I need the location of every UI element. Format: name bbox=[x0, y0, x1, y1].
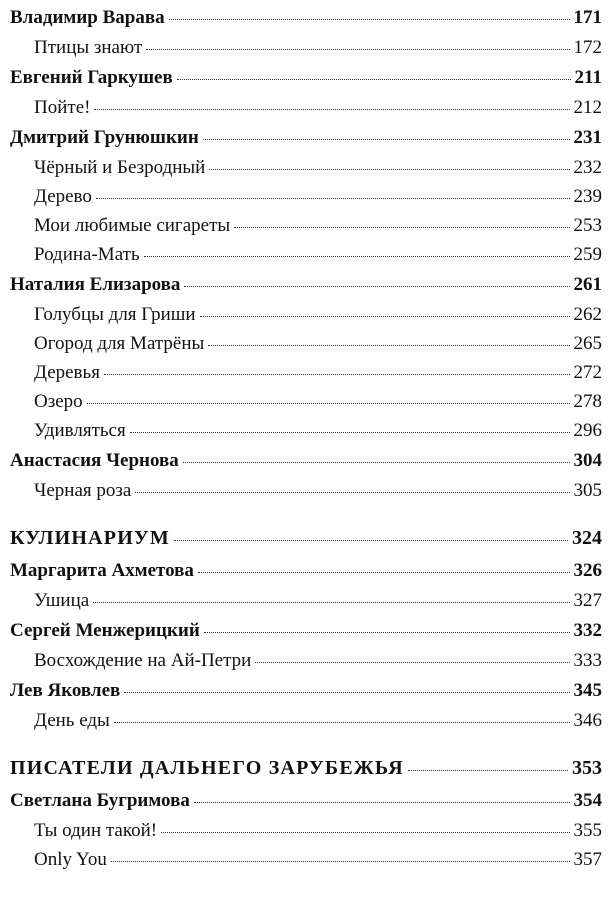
toc-page-number: 211 bbox=[574, 67, 602, 88]
dot-leader bbox=[146, 49, 569, 50]
toc-work-title: Восхождение на Ай-Петри bbox=[34, 650, 252, 671]
toc-author-entry bbox=[10, 274, 602, 296]
toc-work-title: Only You bbox=[34, 849, 107, 870]
dot-leader bbox=[169, 19, 570, 20]
toc-work-title: Удивляться bbox=[34, 420, 126, 441]
toc-author-entry bbox=[10, 450, 602, 472]
toc-author-title: Лев Яковлев bbox=[10, 680, 121, 701]
toc-author-title: Сергей Менжерицкий bbox=[10, 620, 200, 641]
toc-work-title: Черная роза bbox=[34, 480, 132, 501]
dot-leader bbox=[194, 802, 570, 803]
toc-page-number: 355 bbox=[573, 820, 602, 841]
toc-page-number: 354 bbox=[573, 790, 602, 811]
toc-work-title: Озеро bbox=[34, 391, 83, 412]
dot-leader bbox=[104, 374, 570, 375]
toc-author-entry bbox=[10, 127, 602, 149]
dot-leader bbox=[208, 345, 569, 346]
toc-work-entry bbox=[10, 362, 602, 384]
toc-page-number: 172 bbox=[573, 37, 602, 58]
toc-author-title: Владимир Варава bbox=[10, 7, 165, 28]
toc-section-entry bbox=[10, 526, 602, 550]
toc-work-entry bbox=[10, 820, 602, 842]
toc-work-title: Деревья bbox=[34, 362, 100, 383]
toc-page-number: 304 bbox=[573, 450, 602, 471]
toc-work-title: Ушица bbox=[34, 590, 90, 611]
toc-author-title: Анастасия Чернова bbox=[10, 450, 179, 471]
dot-leader bbox=[135, 492, 569, 493]
toc-work-title: Дерево bbox=[34, 186, 92, 207]
toc-work-entry bbox=[10, 391, 602, 413]
dot-leader bbox=[204, 632, 570, 633]
toc-author-title: Дмитрий Грунюшкин bbox=[10, 127, 199, 148]
toc-work-entry bbox=[10, 304, 602, 326]
toc-page-number: 353 bbox=[572, 757, 602, 779]
toc-work-title: Голубцы для Гриши bbox=[34, 304, 196, 325]
toc-page-number: 332 bbox=[573, 620, 602, 641]
toc-page-number: 345 bbox=[573, 680, 602, 701]
toc-page-number: 278 bbox=[573, 391, 602, 412]
toc-work-title: День еды bbox=[34, 710, 110, 731]
toc-page-number: 262 bbox=[573, 304, 602, 325]
toc-work-entry bbox=[10, 480, 602, 502]
toc-author-entry bbox=[10, 680, 602, 702]
toc-author-title: Светлана Бугримова bbox=[10, 790, 190, 811]
toc-page-number: 296 bbox=[573, 420, 602, 441]
dot-leader bbox=[144, 256, 570, 257]
toc-work-entry bbox=[10, 420, 602, 442]
toc-work-entry bbox=[10, 157, 602, 179]
toc-author-title: Евгений Гаркушев bbox=[10, 67, 173, 88]
toc-section-title: КУЛИНАРИУМ bbox=[10, 527, 170, 549]
dot-leader bbox=[94, 109, 569, 110]
toc-page-number: 239 bbox=[573, 186, 602, 207]
dot-leader bbox=[111, 861, 570, 862]
toc-work-title: Пойте! bbox=[34, 97, 91, 118]
toc-work-title: Чёрный и Безродный bbox=[34, 157, 206, 178]
toc-work-entry bbox=[10, 186, 602, 208]
toc-work-entry bbox=[10, 244, 602, 266]
toc-work-title: Ты один такой! bbox=[34, 820, 158, 841]
toc-work-entry bbox=[10, 215, 602, 237]
toc-page-number: 326 bbox=[573, 560, 602, 581]
dot-leader bbox=[209, 169, 569, 170]
dot-leader bbox=[96, 198, 570, 199]
toc-section-entry bbox=[10, 756, 602, 780]
dot-leader bbox=[234, 227, 569, 228]
toc-section-title: ПИСАТЕЛИ ДАЛЬНЕГО ЗАРУБЕЖЬЯ bbox=[10, 757, 404, 779]
toc-page-number: 265 bbox=[573, 333, 602, 354]
toc-work-entry bbox=[10, 849, 602, 871]
dot-leader bbox=[198, 572, 570, 573]
toc-work-entry bbox=[10, 333, 602, 355]
toc-page-number: 324 bbox=[572, 527, 602, 549]
dot-leader bbox=[408, 770, 568, 771]
toc-page-number: 253 bbox=[573, 215, 602, 236]
toc-page-number: 232 bbox=[573, 157, 602, 178]
toc-page-number: 305 bbox=[573, 480, 602, 501]
toc-work-entry bbox=[10, 97, 602, 119]
dot-leader bbox=[200, 316, 570, 317]
toc-author-title: Маргарита Ахметова bbox=[10, 560, 194, 581]
toc-work-entry bbox=[10, 37, 602, 59]
toc-author-entry bbox=[10, 7, 602, 29]
toc-work-title: Птицы знают bbox=[34, 37, 143, 58]
toc-author-entry bbox=[10, 790, 602, 812]
toc-page-number: 333 bbox=[573, 650, 602, 671]
toc-page-number: 346 bbox=[573, 710, 602, 731]
dot-leader bbox=[255, 662, 569, 663]
dot-leader bbox=[124, 692, 569, 693]
toc-work-title: Родина-Мать bbox=[34, 244, 140, 265]
toc-author-title: Наталия Елизарова bbox=[10, 274, 181, 295]
toc-page-number: 171 bbox=[573, 7, 602, 28]
dot-leader bbox=[183, 462, 570, 463]
dot-leader bbox=[93, 602, 569, 603]
toc-author-entry bbox=[10, 67, 602, 89]
table-of-contents bbox=[10, 7, 602, 878]
toc-page-number: 327 bbox=[573, 590, 602, 611]
dot-leader bbox=[161, 832, 569, 833]
dot-leader bbox=[177, 79, 571, 80]
dot-leader bbox=[87, 403, 570, 404]
toc-page-number: 212 bbox=[573, 97, 602, 118]
toc-work-title: Мои любимые сигареты bbox=[34, 215, 231, 236]
dot-leader bbox=[174, 540, 568, 541]
toc-page-number: 231 bbox=[573, 127, 602, 148]
toc-page-number: 261 bbox=[573, 274, 602, 295]
dot-leader bbox=[203, 139, 570, 140]
toc-author-entry bbox=[10, 560, 602, 582]
toc-work-title: Огород для Матрёны bbox=[34, 333, 205, 354]
dot-leader bbox=[130, 432, 570, 433]
toc-work-entry bbox=[10, 650, 602, 672]
toc-work-entry bbox=[10, 710, 602, 732]
toc-page-number: 259 bbox=[573, 244, 602, 265]
toc-work-entry bbox=[10, 590, 602, 612]
dot-leader bbox=[114, 722, 570, 723]
toc-page-number: 272 bbox=[573, 362, 602, 383]
toc-author-entry bbox=[10, 620, 602, 642]
toc-page-number: 357 bbox=[573, 849, 602, 870]
dot-leader bbox=[184, 286, 569, 287]
